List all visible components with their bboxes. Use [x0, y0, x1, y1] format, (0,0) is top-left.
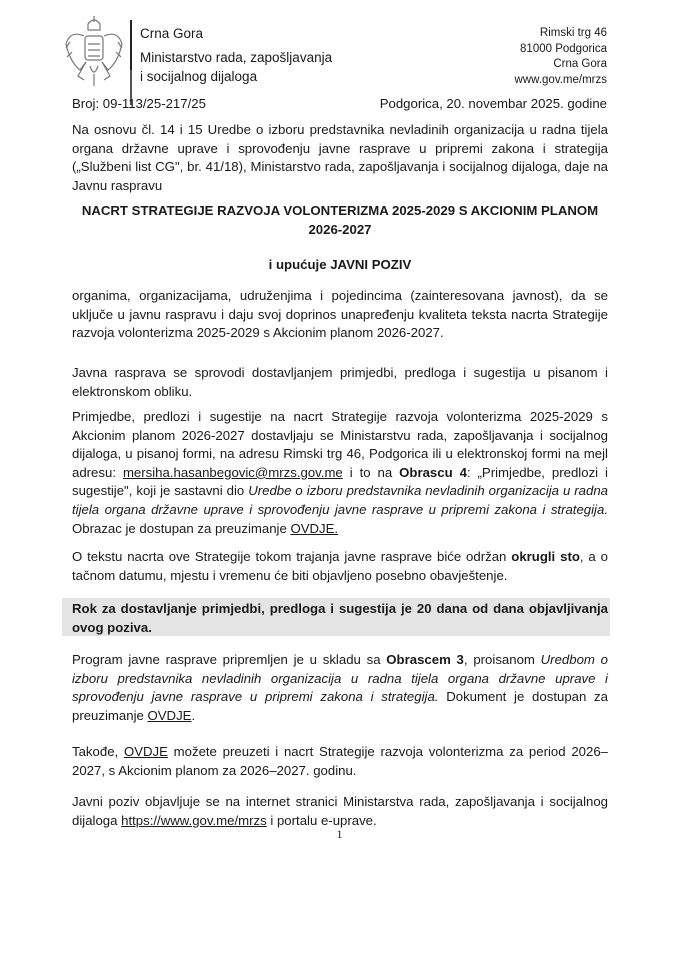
- text: i portalu e-uprave.: [266, 812, 377, 828]
- procedure-paragraph: Javna rasprava se sprovodi dostavljanjem primjedbi, predloga i sugestija u pisanom i elektronskom obliku.: [72, 365, 608, 399]
- submission-paragraph: [72, 408, 608, 538]
- ministry-address: [515, 26, 607, 88]
- program-download-link[interactable]: OVDJE: [147, 707, 192, 723]
- header-divider-accent: [130, 20, 132, 70]
- text: Takođe,: [72, 744, 124, 759]
- email-link[interactable]: mersiha.hasanbegovic@mrzs.gov.me: [122, 464, 343, 480]
- address-country: Crna Gora: [553, 58, 607, 70]
- document-date: Podgorica, 20. novembar 2025. godine: [379, 96, 607, 111]
- reference-number: Broj: 09-113/25-217/25: [72, 96, 206, 111]
- text: možete preuzeti i nacrt Strategije razvoja volonterizma za period 2026–2027, s Akcionim planom za 2026–2027. godinu.: [72, 744, 608, 778]
- text: i to na: [342, 464, 400, 480]
- round-table-label: okrugli sto: [511, 549, 580, 564]
- text: : „Primjedbe, predlozi i sugestije", koji je sastavni dio: [72, 464, 608, 499]
- intro-paragraph: Na osnovu čl. 14 i 15 Uredbe o izboru predstavnika nevladinih organizacija u radna tijela organa državne uprave i sprovođenju javne rasprave u pripremi zakona i strategija („Službeni list CG", br. 41/18), Ministarstvo rada, zapošljavanja i socijalnog dijaloga, daje na Javnu raspravu: [72, 122, 608, 193]
- strategy-download-link[interactable]: OVDJE: [123, 744, 168, 759]
- text: O tekstu nacrta ove Strategije tokom trajanja javne rasprave biće održan: [72, 549, 512, 564]
- regulation-name: Uredbom o izboru predstavnika nevladinih organizacija u radna tijela organa državne uprave i sprovođenju javne rasprave u pripremi zakona i strategija.: [72, 652, 608, 705]
- eagle-icon: [64, 14, 124, 92]
- text: Dokument je dostupan za preuzimanje: [72, 689, 608, 723]
- address-city: 81000 Podgorica: [520, 42, 607, 55]
- form-download-link[interactable]: OVDJE.: [290, 520, 339, 536]
- coat-of-arms-emblem: [64, 14, 124, 92]
- ministry-website-link[interactable]: https://www.gov.me/mrzs: [121, 812, 267, 828]
- strategy-download-paragraph: [72, 743, 608, 780]
- text: Primjedbe, predlozi i sugestije na nacrt Strategije razvoja volonterizma 2025-2029 s Akcionim planom 2026-2027 dostavljaju se Ministarstvu rada, zapošljavanja i socijalnog dijaloga, u pisanoj formi, na adresu Rimski trg 46, Podgorica ili u elektronskoj formi na mejl adresu:: [72, 409, 608, 480]
- deadline-notice: Rok za dostavljanje primjedbi, predloga i sugestija je 20 dana od dana objavljivanja ovog poziva.: [72, 601, 608, 635]
- ministry-line-2: i socijalnog dijaloga: [140, 69, 258, 84]
- round-table-paragraph: [72, 548, 608, 585]
- text: , a o tačnom datumu, mjestu i vremenu će biti objavljeno posebno obavještenje.: [72, 549, 608, 583]
- text: Program javne rasprave pripremljen je u skladu sa: [72, 652, 387, 667]
- page-number: 1: [336, 827, 343, 841]
- document-title: NACRT STRATEGIJE RAZVOJA VOLONTERIZMA 2025-2029 S AKCIONIM PLANOM 2026-2027: [81, 203, 599, 237]
- address-street: Rimski trg 46: [539, 27, 607, 39]
- ministry-name: [140, 48, 332, 86]
- program-paragraph: [72, 651, 608, 725]
- regulation-name: Uredbe o izboru predstavnika nevladinih organizacija u radna tijela organa državne uprave i sprovođenju javne rasprave u pripremi zakona i strategija.: [72, 483, 608, 517]
- ministry-line-1: Ministarstvo rada, zapošljavanja: [140, 50, 333, 65]
- country-name: Crna Gora: [140, 26, 204, 41]
- text: Javni poziv objavljuje se na internet stranici Ministarstva rada, zapošljavanja i socijalnog dijaloga: [72, 794, 608, 828]
- publication-paragraph: [72, 793, 608, 830]
- text: , proisanom: [463, 652, 541, 667]
- document-subtitle: i upućuje JAVNI POZIV: [268, 257, 412, 272]
- text: .: [191, 707, 196, 723]
- form-reference: Obrascu 4: [399, 464, 467, 480]
- text: Obrazac je dostupan za preuzimanje: [72, 520, 291, 536]
- invitation-paragraph: organima, organizacijama, udruženjima i pojedincima (zainteresovana javnost), da se uključe u javnu raspravu i daju svoj doprinos unapređenju kvaliteta teksta nacrta Strategije razvoja volonterizma 2025-2029 s Akcionim planom 2026-2027.: [72, 288, 608, 341]
- address-website[interactable]: www.gov.me/mrzs: [514, 73, 607, 86]
- form-reference: Obrascem 3: [386, 652, 464, 667]
